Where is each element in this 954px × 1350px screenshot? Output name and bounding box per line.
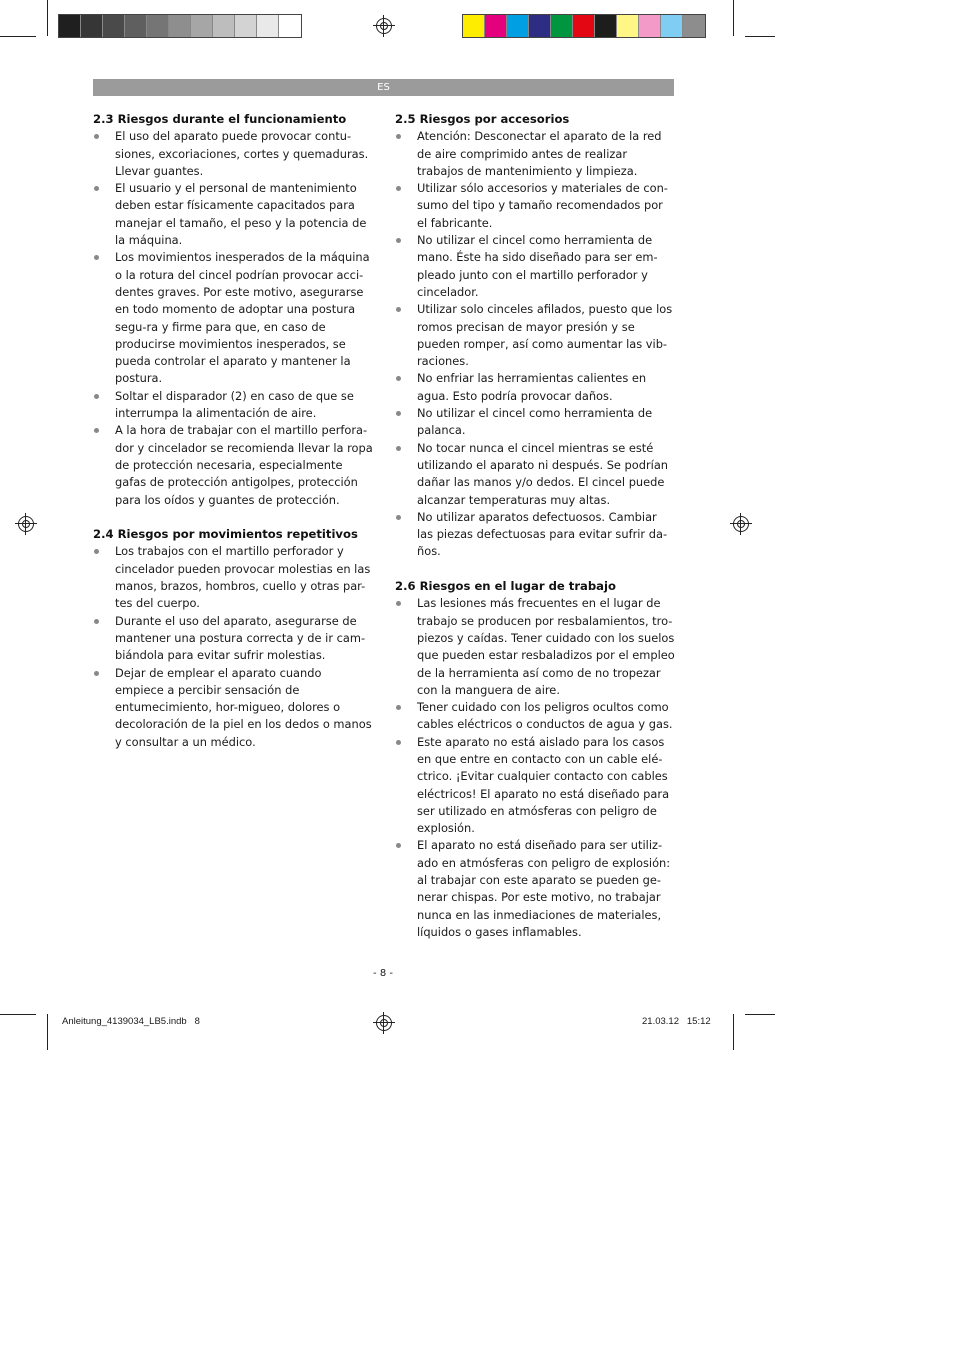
registration-mark-icon — [18, 516, 34, 532]
bullet-item: No utilizar el cincel como herramienta de palanca. — [395, 405, 675, 440]
footer-datetime: 21.03.12 15:12 — [642, 1016, 711, 1027]
color-swatch — [59, 15, 81, 37]
section-title: 2.5 Riesgos por accesorios — [395, 112, 570, 126]
crop-mark — [47, 1014, 48, 1050]
color-swatch — [551, 15, 573, 37]
bullet-item: Durante el uso del aparato, asegurarse de mantener una postura correcta y de ir cam-biándola para evitar sufrir molestias. — [93, 613, 373, 665]
section — [395, 578, 675, 941]
bullet-item: Los trabajos con el martillo perforador y cincelador pueden provocar molestias en las manos, brazos, hombros, cuello y otras par-tes del cuerpo. — [93, 543, 373, 612]
bullet-item: Este aparato no está aislado para los casos en que entre en contacto con un cable elé-ctrico. ¡Evitar cualquier contacto con cables eléctricos! El aparato no está diseñado para ser utilizado en atmósferas con peligro de explosión. — [395, 734, 675, 838]
section — [395, 111, 675, 561]
color-swatch — [595, 15, 617, 37]
section-title: 2.3 Riesgos durante el funcionamiento — [93, 112, 347, 126]
bullet-item: No enfriar las herramientas calientes en agua. Esto podría provocar daños. — [395, 370, 675, 405]
color-swatch — [463, 15, 485, 37]
language-header — [93, 79, 674, 96]
bullet-item: El aparato no está diseñado para ser utiliz-ado en atmósferas con peligro de explosión: al trabajar con este aparato se pueden ge-nerar chispas. Por este motivo, no trabajar nunca en las inmediaciones de materiales, líquidos o gases inflamables. — [395, 837, 675, 941]
color-swatch — [683, 15, 705, 37]
color-swatch — [147, 15, 169, 37]
bullet-item: No utilizar el cincel como herramienta de mano. Éste ha sido diseñado para ser em-pleado junto con el martillo perforador y cincelador. — [395, 232, 675, 301]
section-title: 2.4 Riesgos por movimientos repetitivos — [93, 527, 358, 542]
page-number: - 8 - — [373, 968, 393, 979]
registration-mark-icon — [733, 516, 749, 532]
color-swatch — [191, 15, 213, 37]
registration-mark-icon — [376, 18, 392, 34]
bullet-list — [395, 595, 675, 941]
crop-mark — [733, 0, 734, 36]
color-swatch — [485, 15, 507, 37]
section — [93, 526, 373, 751]
bullet-item: Los movimientos inesperados de la máquina o la rotura del cincel podrían provocar acci-dentes graves. Por este motivo, asegurarse en todo momento de adoptar una postura segu-ra y firme para que, en caso de producirse movimientos inesperados, se pueda controlar el aparato y mantener la postura. — [93, 249, 373, 387]
color-swatch — [639, 15, 661, 37]
crop-mark — [733, 1014, 734, 1050]
color-swatch — [507, 15, 529, 37]
color-swatch — [257, 15, 279, 37]
color-swatch — [617, 15, 639, 37]
bullet-item: Utilizar solo cinceles afilados, puesto que los romos precisan de mayor presión y se pueden romper, así como aumentar las vib-raciones. — [395, 301, 675, 370]
left-column — [93, 111, 373, 768]
color-swatch — [103, 15, 125, 37]
bullet-item: No utilizar aparatos defectuosos. Cambiar las piezas defectuosas para evitar sufrir da-ños. — [395, 509, 675, 561]
bullet-item: Soltar el disparador (2) en caso de que se interrumpa la alimentación de aire. — [93, 388, 373, 423]
bullet-item: Tener cuidado con los peligros ocultos como cables eléctricos o conductos de agua y gas. — [395, 699, 675, 734]
bullet-item: Dejar de emplear el aparato cuando empiece a percibir sensación de entumecimiento, hor-migueo, dolores o decoloración de la piel en los dedos o manos y consultar a un médico. — [93, 665, 373, 751]
process-color-bar — [462, 14, 706, 38]
bullet-item: Atención: Desconectar el aparato de la red de aire comprimido antes de realizar trabajos de mantenimiento y limpieza. — [395, 128, 675, 180]
color-swatch — [661, 15, 683, 37]
color-swatch — [125, 15, 147, 37]
crop-mark — [745, 1014, 775, 1015]
right-column — [395, 111, 675, 959]
bullet-list — [93, 128, 373, 509]
color-swatch — [573, 15, 595, 37]
bullet-list — [93, 543, 373, 751]
bullet-item: El uso del aparato puede provocar contu-siones, excoriaciones, cortes y quemaduras. Llevar guantes. — [93, 128, 373, 180]
crop-mark — [745, 36, 775, 37]
section-title: 2.6 Riesgos en el lugar de trabajo — [395, 579, 616, 594]
bullet-item: A la hora de trabajar con el martillo perfora-dor y cincelador se recomienda llevar la ropa de protección necesaria, especialmente gafas de protección antigolpes, protección para los oídos y guantes de protección. — [93, 422, 373, 508]
bullet-item: El usuario y el personal de mantenimiento deben estar físicamente capacitados para manejar el tamaño, el peso y la potencia de la máquina. — [93, 180, 373, 249]
language-label: ES — [377, 82, 390, 93]
grayscale-color-bar — [58, 14, 302, 38]
crop-mark — [0, 1014, 36, 1015]
crop-mark — [47, 0, 48, 36]
color-swatch — [279, 15, 301, 37]
bullet-item: No tocar nunca el cincel mientras se esté utilizando el aparato ni después. Se podrían dañar las manos y/o dedos. El cincel puede alcanzar temperaturas muy altas. — [395, 440, 675, 509]
section — [93, 111, 373, 509]
color-swatch — [213, 15, 235, 37]
color-swatch — [529, 15, 551, 37]
bullet-list — [395, 128, 675, 560]
registration-mark-icon — [376, 1015, 392, 1031]
color-swatch — [169, 15, 191, 37]
footer-filename: Anleitung_4139034_LB5.indb 8 — [62, 1016, 200, 1027]
color-swatch — [81, 15, 103, 37]
bullet-item: Las lesiones más frecuentes en el lugar de trabajo se producen por resbalamientos, tro-piezos y caídas. Tener cuidado con los suelos que pueden estar resbaladizos por el empleo de la herramienta así como de no tropezar con la manguera de aire. — [395, 595, 675, 699]
crop-mark — [0, 36, 36, 37]
bullet-item: Utilizar sólo accesorios y materiales de con-sumo del tipo y tamaño recomendados por el fabricante. — [395, 180, 675, 232]
color-swatch — [235, 15, 257, 37]
